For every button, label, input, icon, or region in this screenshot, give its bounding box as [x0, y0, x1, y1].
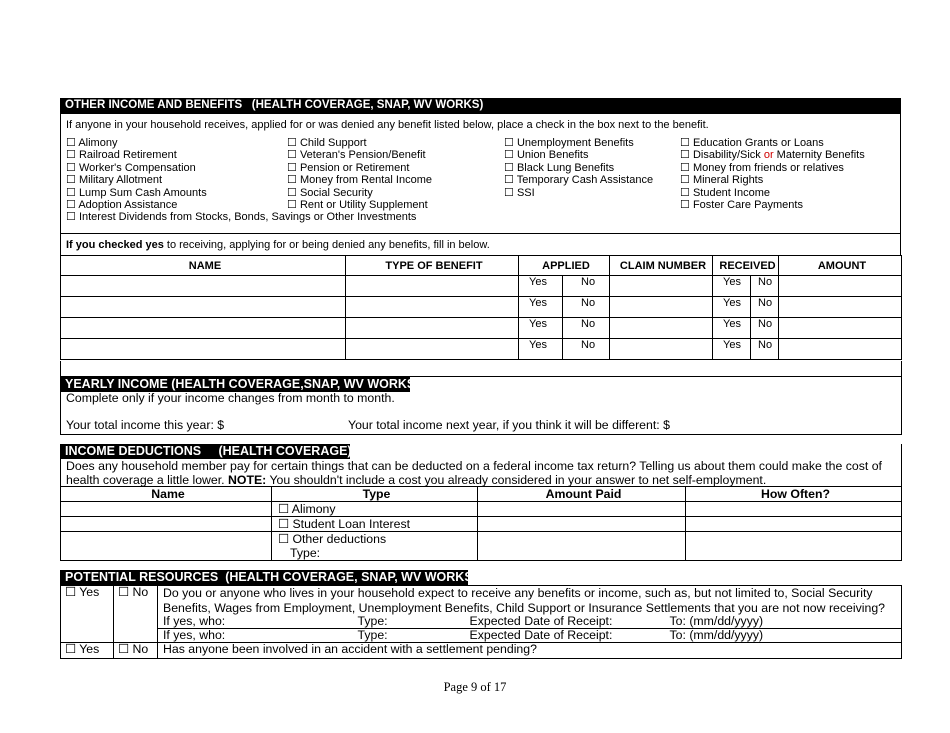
- deduction-often-cell[interactable]: [686, 517, 902, 532]
- applied-no[interactable]: No: [563, 318, 610, 339]
- deductions-text-2: health coverage a little lower. NOTE: You shouldn't include a cost you already considered in your answer to net self-employment.: [66, 473, 767, 487]
- benefit-column-2: [287, 137, 432, 211]
- yearly-income-box: [60, 377, 902, 435]
- benefit-option[interactable]: ☐ Rent or Utility Supplement: [287, 199, 428, 212]
- benefit-row: [61, 318, 902, 339]
- applied-no[interactable]: No: [563, 276, 610, 297]
- resources-q1-text-1: Do you or anyone who lives in your household expect to receive any benefits or income, such as, but not limited to, Social Security: [158, 586, 902, 601]
- resource-type[interactable]: Type:: [354, 615, 470, 629]
- deduction-often-cell[interactable]: [686, 502, 902, 517]
- income-next-year[interactable]: Your total income next year, if you think it will be different: $: [348, 418, 670, 432]
- benefit-option[interactable]: ☐ Student Income: [680, 186, 770, 199]
- benefit-option[interactable]: ☐ Mineral Rights: [680, 174, 764, 187]
- name-cell[interactable]: [61, 339, 346, 360]
- benefit-option[interactable]: ☐ SSI: [504, 186, 535, 199]
- benefit-option[interactable]: ☐ Social Security: [287, 186, 373, 199]
- benefit-option[interactable]: ☐ Education Grants or Loans: [680, 137, 824, 149]
- benefit-row: [61, 297, 902, 318]
- benefit-option[interactable]: ☐ Military Allotment: [66, 174, 163, 187]
- received-yes[interactable]: Yes: [713, 297, 751, 318]
- benefit-option[interactable]: ☐ Adoption Assistance: [66, 199, 178, 212]
- benefit-option[interactable]: ☐ Money from Rental Income: [287, 174, 432, 187]
- benefits-table: [60, 255, 902, 360]
- type-cell[interactable]: [346, 339, 519, 360]
- deduction-type-other[interactable]: ☐ Other deductions Type:: [272, 532, 478, 561]
- applied-no[interactable]: No: [563, 339, 610, 360]
- benefit-option[interactable]: ☐ Railroad Retirement: [66, 149, 177, 162]
- if-yes-who[interactable]: If yes, who:: [158, 615, 354, 629]
- benefit-option[interactable]: ☐ Unemployment Benefits: [504, 137, 634, 149]
- other-income-header: OTHER INCOME AND BENEFITS (HEALTH COVERAGE, SNAP, WV WORKS): [60, 98, 901, 113]
- deduction-type-header: Type: [272, 487, 478, 502]
- name-cell[interactable]: [61, 318, 346, 339]
- benefit-option[interactable]: ☐ Pension or Retirement: [287, 161, 410, 174]
- other-income-intro: If anyone in your household receives, applied for or was denied any benefit listed below, place a check in the box next to the benefit.: [66, 119, 709, 131]
- other-income-checklist-box: [60, 113, 901, 234]
- received-no[interactable]: No: [751, 339, 779, 360]
- expected-date[interactable]: Expected Date of Receipt:: [470, 615, 670, 629]
- benefit-option[interactable]: ☐ Interest Dividends from Stocks, Bonds, Savings or Other Investments: [66, 211, 417, 224]
- name-cell[interactable]: [61, 276, 346, 297]
- resources-q1-text-2: Benefits, Wages from Employment, Unemployment Benefits, Child Support or Insurance Settlements that you are not now receiving?: [158, 600, 902, 615]
- col-claim-header: CLAIM NUMBER: [610, 256, 713, 276]
- benefit-row: [61, 339, 902, 360]
- claim-cell[interactable]: [610, 339, 713, 360]
- received-yes[interactable]: Yes: [713, 339, 751, 360]
- yearly-income-header: YEARLY INCOME (HEALTH COVERAGE,SNAP, WV WORKS): [60, 377, 410, 392]
- to-date[interactable]: To: (mm/dd/yyyy): [670, 629, 902, 643]
- applied-yes[interactable]: Yes: [519, 339, 563, 360]
- amount-cell[interactable]: [779, 318, 902, 339]
- claim-cell[interactable]: [610, 297, 713, 318]
- applied-no[interactable]: No: [563, 297, 610, 318]
- benefit-option[interactable]: ☐ Disability/Sick or Maternity Benefits: [680, 149, 865, 162]
- resources-table: [60, 585, 902, 659]
- amount-cell[interactable]: [779, 276, 902, 297]
- applied-yes[interactable]: Yes: [519, 297, 563, 318]
- fill-in-instruction: If you checked yes to receiving, applying for or being denied any benefits, fill in below.: [60, 234, 901, 256]
- applied-yes[interactable]: Yes: [519, 318, 563, 339]
- received-yes[interactable]: Yes: [713, 318, 751, 339]
- deduction-name-cell[interactable]: [61, 502, 272, 517]
- type-cell[interactable]: [346, 276, 519, 297]
- deductions-table: [60, 486, 902, 561]
- col-name-header: NAME: [61, 256, 346, 276]
- claim-cell[interactable]: [610, 276, 713, 297]
- yearly-income-note: Complete only if your income changes from month to month.: [66, 391, 395, 405]
- deduction-name-header: Name: [61, 487, 272, 502]
- resources-q2-no[interactable]: ☐ No: [114, 643, 158, 659]
- deductions-text-1: Does any household member pay for certain things that can be deducted on a federal income tax return? Telling us about them could make the cost of: [66, 459, 882, 473]
- type-cell[interactable]: [346, 297, 519, 318]
- benefit-option[interactable]: ☐ Lump Sum Cash Amounts: [66, 186, 207, 199]
- deduction-row: [61, 517, 902, 532]
- deduction-often-header: How Often?: [686, 487, 902, 502]
- amount-cell[interactable]: [779, 339, 902, 360]
- expected-date[interactable]: Expected Date of Receipt:: [470, 629, 670, 643]
- col-type-header: TYPE OF BENEFIT: [346, 256, 519, 276]
- received-no[interactable]: No: [751, 276, 779, 297]
- benefit-option[interactable]: ☐ Veteran's Pension/Benefit: [287, 149, 426, 162]
- col-amount-header: AMOUNT: [779, 256, 902, 276]
- deduction-amount-cell[interactable]: [478, 532, 686, 561]
- resources-q2-text: Has anyone been involved in an accident with a settlement pending?: [158, 643, 902, 659]
- benefit-option[interactable]: ☐ Black Lung Benefits: [504, 161, 615, 174]
- benefit-option[interactable]: ☐ Temporary Cash Assistance: [504, 174, 654, 187]
- applied-yes[interactable]: Yes: [519, 276, 563, 297]
- deduction-name-cell[interactable]: [61, 517, 272, 532]
- income-this-year[interactable]: Your total income this year: $: [66, 418, 225, 432]
- benefit-column-4: [680, 137, 865, 211]
- claim-cell[interactable]: [610, 318, 713, 339]
- page-number: Page 9 of 17: [443, 680, 507, 694]
- name-cell[interactable]: [61, 297, 346, 318]
- resources-q1-no[interactable]: ☐ No: [114, 586, 158, 643]
- deductions-header: INCOME DEDUCTIONS (HEALTH COVERAGE): [60, 444, 350, 459]
- deduction-row: [61, 532, 902, 561]
- resources-answer-row: [61, 629, 902, 643]
- benefits-table-spacer: [60, 361, 902, 377]
- resources-q1-yes[interactable]: ☐ Yes: [61, 586, 114, 643]
- deduction-amount-cell[interactable]: [478, 517, 686, 532]
- received-yes[interactable]: Yes: [713, 276, 751, 297]
- deductions-text-box: [60, 444, 902, 487]
- received-no[interactable]: No: [751, 318, 779, 339]
- col-received-header: RECEIVED: [713, 256, 779, 276]
- deduction-amount-cell[interactable]: [478, 502, 686, 517]
- benefit-row: [61, 276, 902, 297]
- type-cell[interactable]: [346, 318, 519, 339]
- benefit-option[interactable]: ☐ Alimony: [66, 137, 118, 149]
- deduction-name-cell[interactable]: [61, 532, 272, 561]
- resources-answer-row: [61, 615, 902, 629]
- deduction-type-alimony[interactable]: ☐ Alimony: [272, 502, 478, 517]
- benefit-option[interactable]: ☐ Worker's Compensation: [66, 161, 196, 174]
- benefit-option[interactable]: ☐ Money from friends or relatives: [680, 161, 844, 174]
- received-no[interactable]: No: [751, 297, 779, 318]
- if-yes-who[interactable]: If yes, who:: [158, 629, 354, 643]
- benefit-option[interactable]: ☐ Union Benefits: [504, 149, 589, 162]
- resource-type[interactable]: Type:: [354, 629, 470, 643]
- deduction-type-student-loan[interactable]: ☐ Student Loan Interest: [272, 517, 478, 532]
- to-date[interactable]: To: (mm/dd/yyyy): [670, 615, 902, 629]
- benefit-column-3: [504, 137, 653, 199]
- col-applied-header: APPLIED: [519, 256, 610, 276]
- resources-header: POTENTIAL RESOURCES (HEALTH COVERAGE, SNAP, WV WORKS): [60, 570, 468, 585]
- deduction-row: [61, 502, 902, 517]
- amount-cell[interactable]: [779, 297, 902, 318]
- deduction-often-cell[interactable]: [686, 532, 902, 561]
- deduction-amount-header: Amount Paid: [478, 487, 686, 502]
- resources-q2-yes[interactable]: ☐ Yes: [61, 643, 114, 659]
- benefit-option[interactable]: ☐ Child Support: [287, 137, 367, 149]
- benefit-option[interactable]: ☐ Foster Care Payments: [680, 199, 803, 212]
